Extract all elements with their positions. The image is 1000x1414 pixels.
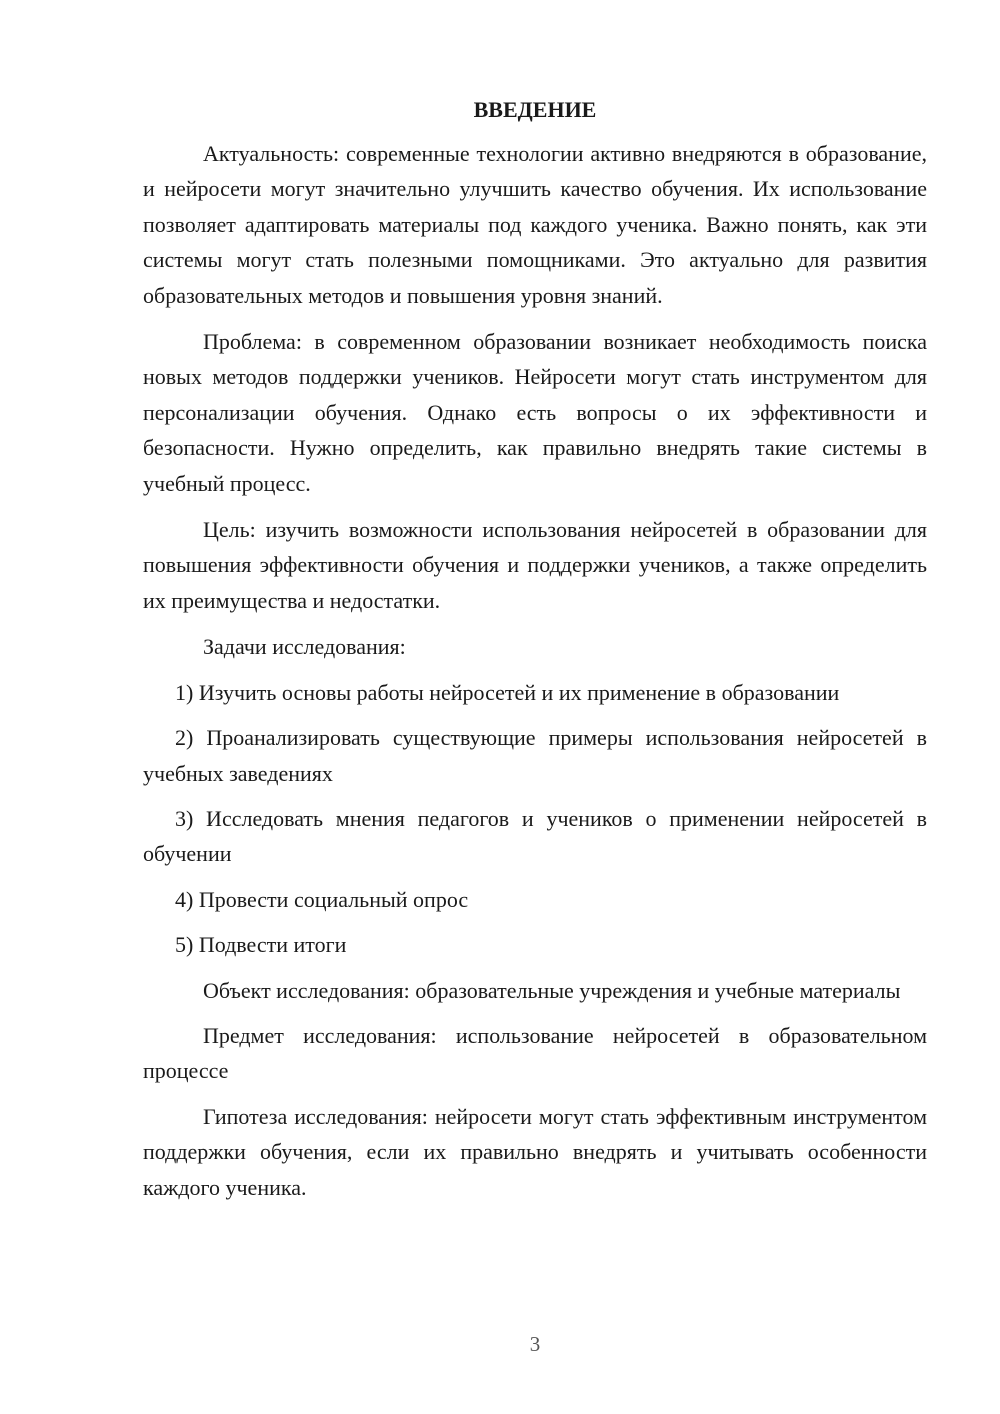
paragraph-object: Объект исследования: образовательные учреждения и учебные материалы bbox=[203, 977, 901, 1003]
task-item-4: 4) Провести социальный опрос bbox=[175, 886, 469, 912]
paragraph-hypothesis: Гипотеза исследования: нейросети могут стать эффективным инструментом поддержки обучения, если их правильно внедрять и учитывать особенности каждого ученика. bbox=[143, 1103, 927, 1200]
task-item-1: 1) Изучить основы работы нейросетей и их применение в образовании bbox=[175, 679, 840, 705]
page-title: ВВЕДЕНИЕ bbox=[473, 97, 597, 122]
paragraph-goal: Цель: изучить возможности использования нейросетей в образовании для повышения эффективности обучения и поддержки учеников, а также определить их преимущества и недостатки. bbox=[143, 517, 927, 613]
task-item-2: 2) Проанализировать существующие примеры использования нейросетей в учебных заведениях bbox=[143, 725, 927, 786]
paragraph-relevance: Актуальность: современные технологии активно внедряются в образование, и нейросети могут значительно улучшить качество обучения. Их использование позволяет адаптировать материалы под каждого ученика. Важно понять, как эти системы могут стать полезными помощниками. Это актуально для развития образовательных методов и повышения уровня знаний. bbox=[143, 141, 927, 308]
task-item-3: 3) Исследовать мнения педагогов и учеников о применении нейросетей в обучении bbox=[143, 805, 927, 867]
paragraph-tasks-heading: Задачи исследования: bbox=[203, 634, 406, 660]
page-content bbox=[143, 92, 927, 1205]
task-item-5: 5) Подвести итоги bbox=[175, 932, 347, 958]
paragraph-subject: Предмет исследования: использование нейросетей в образовательном процессе bbox=[143, 1022, 927, 1084]
paragraph-problem: Проблема: в современном образовании возникает необходимость поиска новых методов поддержки учеников. Нейросети могут стать инструментом для персонализации обучения. Однако есть вопросы о их эффективности и безопасности. Нужно определить, как правильно внедрять такие системы в учебный процесс. bbox=[143, 329, 927, 496]
page-number: 3 bbox=[529, 1332, 541, 1356]
